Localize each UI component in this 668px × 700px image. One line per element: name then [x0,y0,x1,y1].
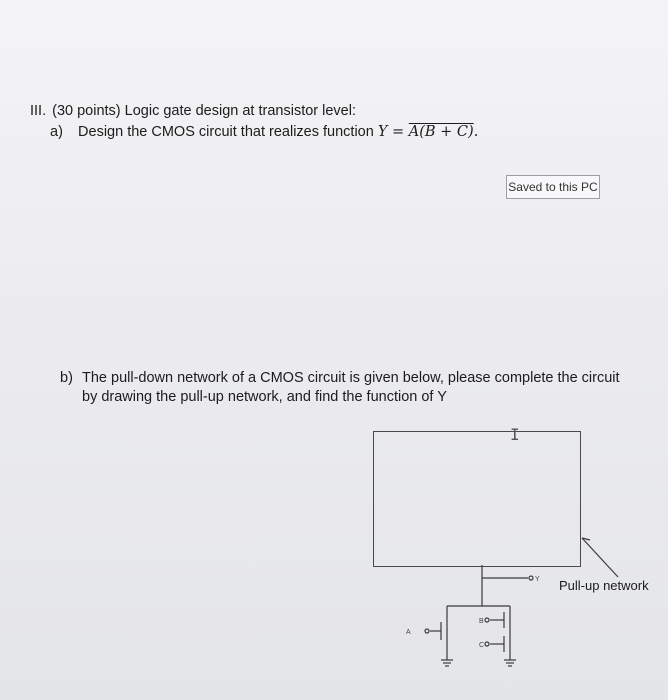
expression-overlined: A(B + C) [408,124,474,140]
input-a-label: A [406,629,411,636]
part-b-label: b) [60,370,73,386]
pull-up-network-label: Pull-up network [559,578,649,593]
input-b-label: B [479,618,484,625]
question-header-text: (30 points) Logic gate design at transistor level: [52,103,356,119]
expression-end: . [473,124,479,140]
expression-left: Y = [377,124,409,140]
input-c-label: C [479,642,485,649]
output-terminal [529,576,533,580]
saved-status-badge: Saved to this PC [506,175,600,199]
part-a-label: a) [50,124,63,140]
part-b-line2: by drawing the pull-up network, and find the function of Y [82,389,447,405]
part-a-text: Design the CMOS circuit that realizes function [78,124,374,140]
output-y-label: Y [535,576,540,583]
question-number: III. [30,103,47,119]
part-b-line1: The pull-down network of a CMOS circuit is given below, please complete the circuit [82,370,620,386]
text-cursor-icon: I [510,425,520,444]
pull-up-pointer-line [582,538,618,577]
